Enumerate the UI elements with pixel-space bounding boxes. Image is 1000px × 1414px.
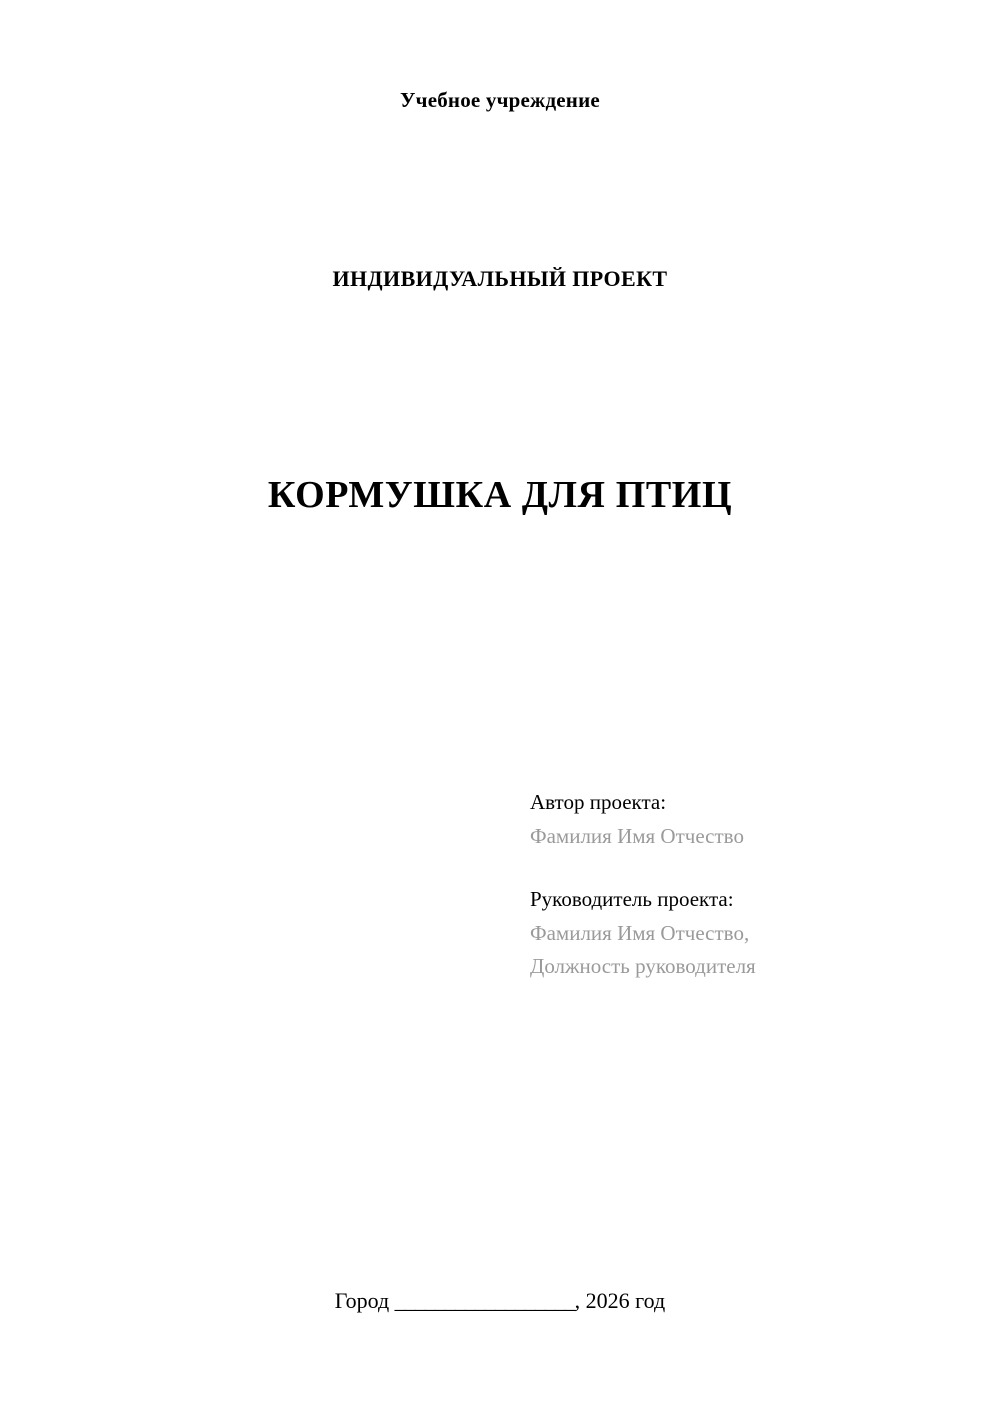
footer-city-year xyxy=(0,1288,1000,1314)
footer-city-label: Город xyxy=(334,1288,390,1313)
supervisor-name-value: Фамилия Имя Отчество, xyxy=(530,920,750,945)
footer-year: , 2026 год xyxy=(574,1288,666,1313)
signature-block xyxy=(530,786,930,1014)
author-group xyxy=(530,786,930,853)
institution-name: Учебное учреждение xyxy=(400,88,600,112)
project-type-heading: ИНДИВИДУАЛЬНЫЙ ПРОЕКТ xyxy=(332,266,668,291)
supervisor-label: Руководитель проекта: xyxy=(530,887,734,912)
supervisor-position-value: Должность руководителя xyxy=(530,954,756,979)
supervisor-group xyxy=(530,883,930,984)
footer-blank-line: __________________ xyxy=(394,1288,575,1313)
author-label: Автор проекта: xyxy=(530,790,667,814)
page-title: КОРМУШКА ДЛЯ ПТИЦ xyxy=(267,474,733,517)
author-value: Фамилия Имя Отчество xyxy=(530,823,744,848)
